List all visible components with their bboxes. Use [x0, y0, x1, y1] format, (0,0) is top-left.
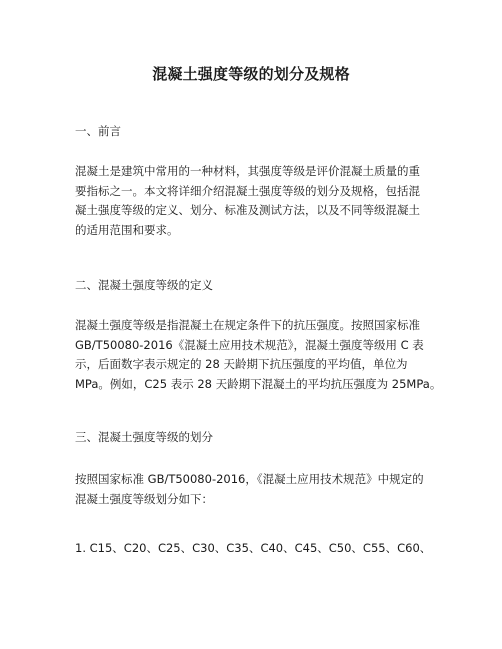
paragraph-line: 示，后面数字表示规定的 28 天龄期下抗压强度的平均值，单位为: [75, 357, 408, 371]
paragraph-preface: [75, 162, 435, 240]
paragraph-classification: [75, 470, 435, 509]
paragraph-line: 要指标之一。本文将详细介绍混凝土强度等级的划分及规格，包括混: [75, 183, 420, 198]
section-heading-preface: 一、前言: [75, 124, 121, 138]
paragraph-line: MPa。例如，C25 表示 28 天龄期下混凝土的平均抗压强度为 25MPa。: [75, 376, 442, 391]
paragraph-line: 凝土强度等级的定义、划分、标准及测试方法，以及不同等级混凝土: [75, 203, 420, 217]
paragraph-line: 的适用范围和要求。: [75, 222, 179, 237]
paragraph-line: 混凝土是建筑中常用的一种材料，其强度等级是评价混凝土质量的重: [75, 164, 420, 178]
document-title: 混凝土强度等级的划分及规格: [152, 65, 350, 83]
list-item-grades: [75, 539, 435, 559]
section-heading-definition: 二、混凝土强度等级的定义: [75, 278, 213, 292]
list-item: 1. C15、C20、C25、C30、C35、C40、C45、C50、C55、C60、: [75, 541, 432, 555]
section-heading-classification: 三、混凝土强度等级的划分: [75, 430, 213, 444]
paragraph-definition: [75, 316, 442, 394]
paragraph-line: 混凝土强度等级是指混凝土在规定条件下的抗压强度。按照国家标准: [75, 318, 420, 332]
paragraph-line: 按照国家标准 GB/T50080-2016，《混凝土应用技术规范》中规定的: [75, 472, 424, 486]
paragraph-line: 混凝土强度等级划分如下：: [75, 491, 213, 506]
paragraph-line: GB/T50080-2016《混凝土应用技术规范》，混凝土强度等级用 C 表: [75, 337, 424, 352]
